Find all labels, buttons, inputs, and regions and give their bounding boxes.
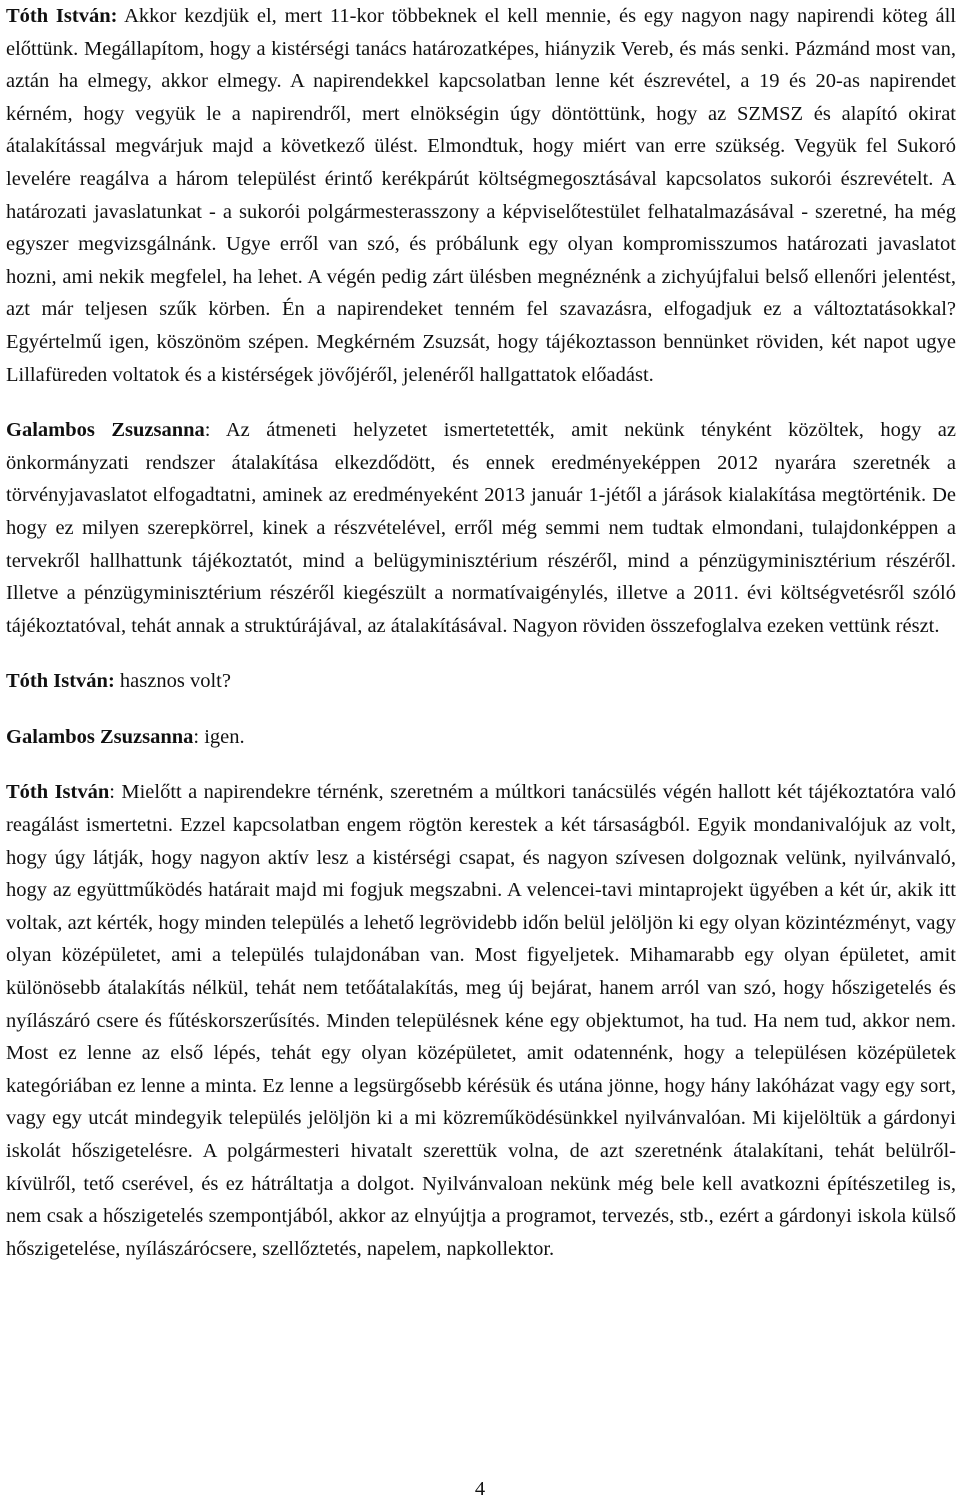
paragraph-gap bbox=[6, 753, 956, 776]
speaker-name: Tóth István bbox=[6, 781, 110, 804]
paragraph-text: Akkor kezdjük el, mert 11-kor többeknek el kell mennie, és egy nagyon nagy napirendi köteg áll előttünk. Megállapítom, hogy a kistérségi tanács határozatképes, hiányzik Vereb, és más senki. Pázmánd most van, aztán ha elmegy, akkor elmegy. A napirendekkel kapcsolatban lenne két észrevétel, a 19 és 20-as napirendet kérném, hogy vegyük le a napirendről, mert elnökségin úgy döntöttünk, hogy az SZMSZ és alapító okirat átalakítással megvárjuk majd a következő ülést. Elmondtuk, hogy miért van erre szükség. Vegyük fel Sukoró levelére reagálva a három települést érintő kerékpárút költségmegosztásával kapcsolatos sukorói észrevételt. A határozati javaslatunkat - a sukorói polgármesterasszony a képviselőtestület felhatalmazásával - szeretné, ha még egyszer megvizsgálnánk. Ugye erről van szó, és próbálunk egy olyan kompromisszumos határozati javaslatot hozni, ami nekik megfelel, ha lehet. A végén pedig zárt ülésben megnéznénk a zichyújfalui belső ellenőri jelentést, azt már teljesen szűk körben. Én a napirendeket tenném fel szavazásra, elfogadjuk ez a változtatásokkal? Egyértelmű igen, köszönöm szépen. Megkérném Zsuzsát, hogy tájékoztasson bennünket röviden, két napot ugye Lillafüreden voltatok és a kistérségek jövőjéről, jelenéről hallgattatok előadást. bbox=[6, 5, 956, 386]
paragraph-gap bbox=[6, 698, 956, 721]
paragraph-galambos-zsuzsanna-1 bbox=[6, 414, 956, 642]
paragraph-text: hasznos volt? bbox=[114, 670, 231, 693]
speaker-name: Galambos Zsuzsanna bbox=[6, 419, 205, 442]
document-page bbox=[6, 0, 956, 1265]
paragraph-text: : Az átmeneti helyzetet ismertetették, amit nekünk tényként közöltek, hogy az önkormányzati rendszer átalakítása elkezdődött, és ennek eredményeképpen 2012 nyarára szeretnék a törvényjavaslatot elfogadtatni, aminek az eredményeként 2013 január 1-jétől a járások kialakítása megtörténik. De hogy ez milyen szerepkörrel, kinek a részvételével, erről még semmi nem tudtak elmondani, tulajdonképpen a tervekről hallhattunk tájékoztatót, mind a belügyminisztérium részéről, mind a pénzügyminisztérium részéről. Illetve a pénzügyminisztérium részéről kiegészült a normatívaigénylés, illetve a 2011. évi költségvetésről szóló tájékoztatóval, tehát annak a struktúrájával, az átalakításával. Nagyon röviden összefoglalva ezeken vettünk részt. bbox=[6, 419, 957, 637]
speaker-name: Tóth István: bbox=[6, 5, 118, 27]
paragraph-text: : igen. bbox=[193, 725, 245, 748]
speaker-name: Tóth István: bbox=[6, 670, 115, 693]
paragraph-toth-istvan-1 bbox=[6, 0, 956, 391]
paragraph-toth-istvan-3 bbox=[6, 776, 956, 1265]
paragraph-gap bbox=[6, 391, 956, 414]
page-number: 4 bbox=[474, 1478, 486, 1500]
speaker-name: Galambos Zsuzsanna bbox=[6, 725, 194, 748]
paragraph-gap bbox=[6, 642, 956, 665]
paragraph-text: : Mielőtt a napirendekre térnénk, szeretném a múltkori tanácsülés végén hallott két tájékoztatóra való reagálást ismertetni. Ezzel kapcsolatban engem rögtön kerestek a két társaságból. Egyik mondanivalójuk az volt, hogy úgy látják, hogy nagyon aktív lesz a kistérségi csapat, és nagyon szívesen dolgoznak velünk, nyilvánvaló, hogy az együttműködés határait majd mi fogjuk megszabni. A velencei-tavi mintaprojekt ügyében a két úr, akik itt voltak, azt kérték, hogy minden település a lehető legrövidebb időn belül jelöljön ki egy olyan közintézményt, vagy olyan középületet, ami a település tulajdonában van. Most figyeljetek. Mihamarabb egy olyan épületet, amit különösebb átalakítás nélkül, tehát nem tetőátalakítás, meg új bejárat, hanem arról van szó, hogy hőszigetelés és nyílászáró csere és fűtéskorszerűsítés. Minden településnek kéne egy objektumot, ha tud. Ha nem tud, akkor nem. Most ez lenne az első lépés, tehát egy olyan középületet, amit odatennénk, hogy a településen középületek kategóriában ez lenne a minta. Ez lenne a legsürgősebb kérésük és utána jönne, hogy hány lakóházat vagy egy sort, vagy egy utcát mindegyik település jelöljön ki a mi közreműködésünkkel nyilvánvalóan. Mi kijelöltük a gárdonyi iskolát hőszigetelésre. A polgármesteri hivatalt szerettük volna, de azt szeretnénk átalakítani, tehát belülről-kívülről, tető cserével, és ez hátráltatja a dolgot. Nyilvánvaloan nekünk még bele kell avatkozni építészetileg is, nem csak a hőszigetelés szempontjából, akkor az elnyújtja a programot, tervezés, stb., ezért a gárdonyi iskola külső hőszigetelése, nyílászárócsere, szellőztetés, napelem, napkollektor. bbox=[6, 781, 956, 1260]
paragraph-toth-istvan-2 bbox=[6, 665, 956, 698]
paragraph-galambos-zsuzsanna-2 bbox=[6, 721, 956, 754]
